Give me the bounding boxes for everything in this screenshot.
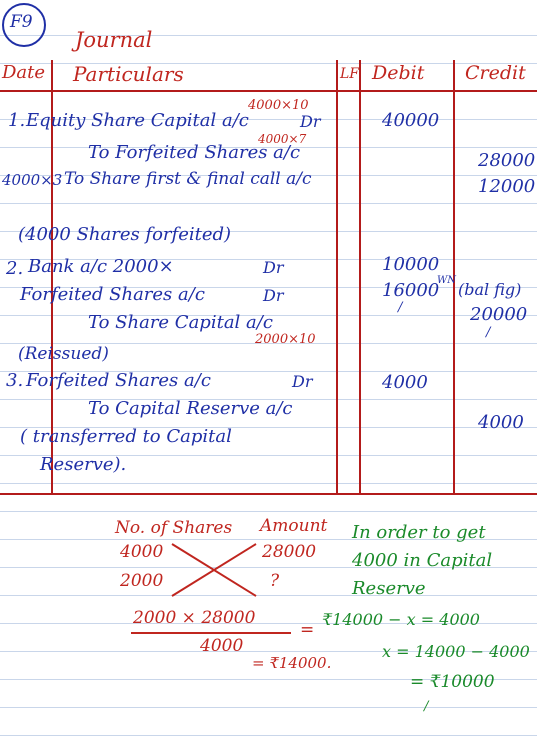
entry3-narration-line1: ( transferred to Capital [20, 426, 232, 447]
entry2-dr1: Dr [263, 258, 284, 277]
entry3-dr: Dr [292, 372, 313, 391]
working-formula-numerator: 2000 × 28000 [133, 608, 256, 628]
entry1-dr: Dr [300, 112, 321, 131]
entry2-note1: 2000×10 [255, 332, 316, 347]
entry1-line3: To Share first & final call a/c [64, 169, 312, 189]
entry2-line1: Bank a/c 2000× [28, 256, 174, 277]
entry2-number: 2. [6, 258, 24, 279]
entry2-note-wn: WN [437, 275, 457, 286]
table-bottom-rule [0, 493, 537, 495]
working-row1-shares: 4000 [120, 542, 164, 562]
entry1-credit2: 12000 [478, 176, 536, 197]
working-equals-bar: = [300, 620, 315, 640]
entry1-narration: (4000 Shares forfeited) [18, 224, 232, 245]
entry2-note-bal: (bal fig) [458, 280, 522, 299]
equation-line2: x = 14000 − 4000 [382, 642, 530, 661]
entry1-line1: Equity Share Capital a/c [26, 110, 249, 131]
header-lf: LF [340, 66, 360, 82]
entry2-dr2: Dr [263, 286, 284, 305]
entry2-line3: To Share Capital a/c [88, 312, 273, 333]
header-date: Date [2, 62, 46, 83]
equation-result-tick: / [424, 699, 429, 714]
header-particulars: Particulars [73, 62, 184, 86]
entry1-note3: 4000×3 [2, 171, 63, 189]
entry2-narration: (Reissued) [18, 344, 109, 364]
entry1-note1: 4000×10 [248, 98, 309, 113]
working-amount-header: Amount [260, 516, 328, 536]
working-row1-amount: 28000 [262, 542, 317, 562]
lf-column-rule-left [336, 60, 338, 493]
entry2-debit1: 10000 [382, 254, 440, 275]
note-line1: In order to get [352, 522, 486, 543]
entry2-credit: 20000 [470, 304, 528, 325]
header-underline [0, 90, 537, 92]
entry3-debit: 4000 [382, 372, 428, 393]
entry1-debit: 40000 [382, 110, 440, 131]
working-shares-header: No. of Shares [115, 518, 233, 538]
equation-line1: ₹14000 − x = 4000 [322, 610, 480, 629]
entry3-number: 3. [6, 370, 24, 391]
question-number: F9 [10, 12, 33, 32]
entry2-credit-tick: / [486, 325, 491, 340]
equation-line3: = ₹10000 [410, 672, 495, 692]
entry1-note2: 4000×7 [258, 132, 307, 146]
entry1-number: 1. [8, 110, 26, 131]
cross-multiply-mark [170, 540, 260, 600]
page-title: Journal [75, 28, 153, 52]
note-line3: Reserve [352, 578, 426, 599]
note-line2: 4000 in Capital [352, 550, 493, 571]
entry1-credit1: 28000 [478, 150, 536, 171]
entry3-credit: 4000 [478, 412, 524, 433]
working-formula-result: = ₹14000. [252, 654, 332, 672]
header-debit: Debit [372, 62, 425, 84]
working-row2-shares: 2000 [120, 571, 164, 591]
entry2-line2: Forfeited Shares a/c [20, 284, 205, 305]
header-credit: Credit [465, 62, 526, 84]
working-row2-amount: ? [270, 571, 280, 591]
working-formula-denominator: 4000 [200, 636, 244, 656]
entry3-line2: To Capital Reserve a/c [88, 398, 293, 419]
entry2-debit2: 16000 [382, 280, 440, 301]
entry3-line1: Forfeited Shares a/c [26, 370, 211, 391]
entry1-line2: To Forfeited Shares a/c [88, 142, 301, 163]
working-fraction-bar [131, 632, 291, 634]
lf-column-rule-right [359, 60, 361, 493]
entry3-narration-line2: Reserve). [40, 454, 127, 475]
entry2-debit2-tick: / [398, 300, 403, 315]
